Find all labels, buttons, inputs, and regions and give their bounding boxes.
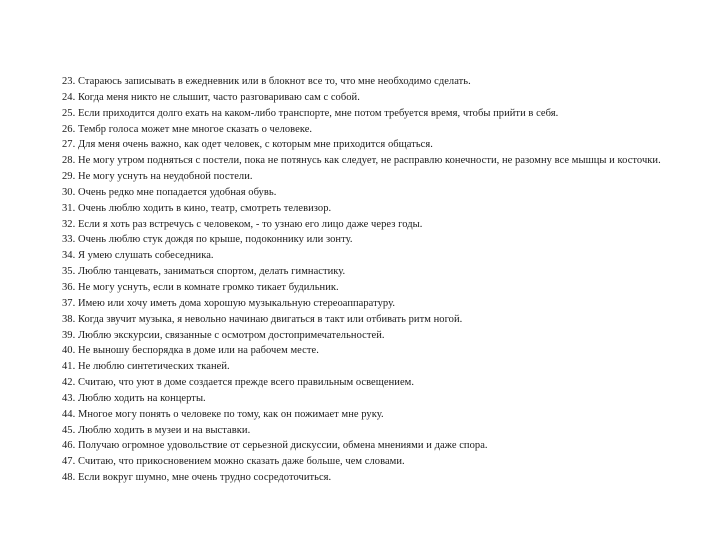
list-item: 40. Не выношу беспорядка в доме или на рабочем месте. (62, 345, 319, 357)
list-item: 27. Для меня очень важно, как одет человек, с которым мне приходится общаться. (62, 139, 433, 151)
list-item: 32. Если я хоть раз встречусь с человеком, - то узнаю его лицо даже через годы. (62, 218, 423, 230)
list-item: 33. Очень люблю стук дождя по крыше, подоконнику или зонту. (62, 234, 353, 246)
list-item: 23. Стараюсь записывать в ежедневник или в блокнот все то, что мне необходимо сделать. (62, 76, 471, 87)
list-item: 35. Люблю танцевать, заниматься спортом, делать гимнастику. (62, 266, 346, 278)
list-item: 38. Когда звучит музыка, я невольно начинаю двигаться в такт или отбивать ритм ногой. (62, 313, 463, 325)
list-item: 31. Очень люблю ходить в кино, театр, смотреть телевизор. (62, 202, 332, 214)
list-item: 41. Не люблю синтетических тканей. (62, 361, 230, 373)
list-item: 42. Считаю, что уют в доме создается прежде всего правильным освещением. (62, 377, 415, 389)
list-item: 25. Если приходится долго ехать на каком-либо транспорте, мне потом требуется время, чтобы прийти в себя. (62, 107, 559, 119)
list-item: 29. Не могу уснуть на неудобной постели. (62, 171, 253, 183)
list-item: 44. Многое могу понять о человеке по тому, как он пожимает мне руку. (62, 408, 384, 420)
questionnaire-list (62, 74, 708, 486)
list-item: 30. Очень редко мне попадается удобная обувь. (62, 186, 277, 198)
list-item: 39. Люблю экскурсии, связанные с осмотром достопримечательностей. (62, 329, 385, 341)
list-item: 46. Получаю огромное удовольствие от серьезной дискуссии, обмена мнениями и даже спора. (62, 440, 488, 452)
list-item: 45. Люблю ходить в музеи и на выставки. (62, 424, 251, 436)
list-item: 28. Не могу утром подняться с постели, пока не потянусь как следует, не расправлю конечности, не разомну все мышцы и косточки. (62, 155, 661, 167)
list-item: 34. Я умею слушать собеседника. (62, 250, 214, 262)
list-item: 36. Не могу уснуть, если в комнате громко тикает будильник. (62, 281, 339, 293)
list-item: 26. Тембр голоса может мне многое сказать о человеке. (62, 123, 313, 135)
list-item: 48. Если вокруг шумно, мне очень трудно сосредоточиться. (62, 472, 332, 484)
list-item: 47. Считаю, что прикосновением можно сказать даже больше, чем словами. (62, 456, 405, 468)
list-item: 43. Люблю ходить на концерты. (62, 392, 206, 404)
list-item: 37. Имею или хочу иметь дома хорошую музыкальную стереоаппаратуру. (62, 297, 395, 309)
list-item: 24. Когда меня никто не слышит, часто разговариваю сам с собой. (62, 91, 360, 103)
